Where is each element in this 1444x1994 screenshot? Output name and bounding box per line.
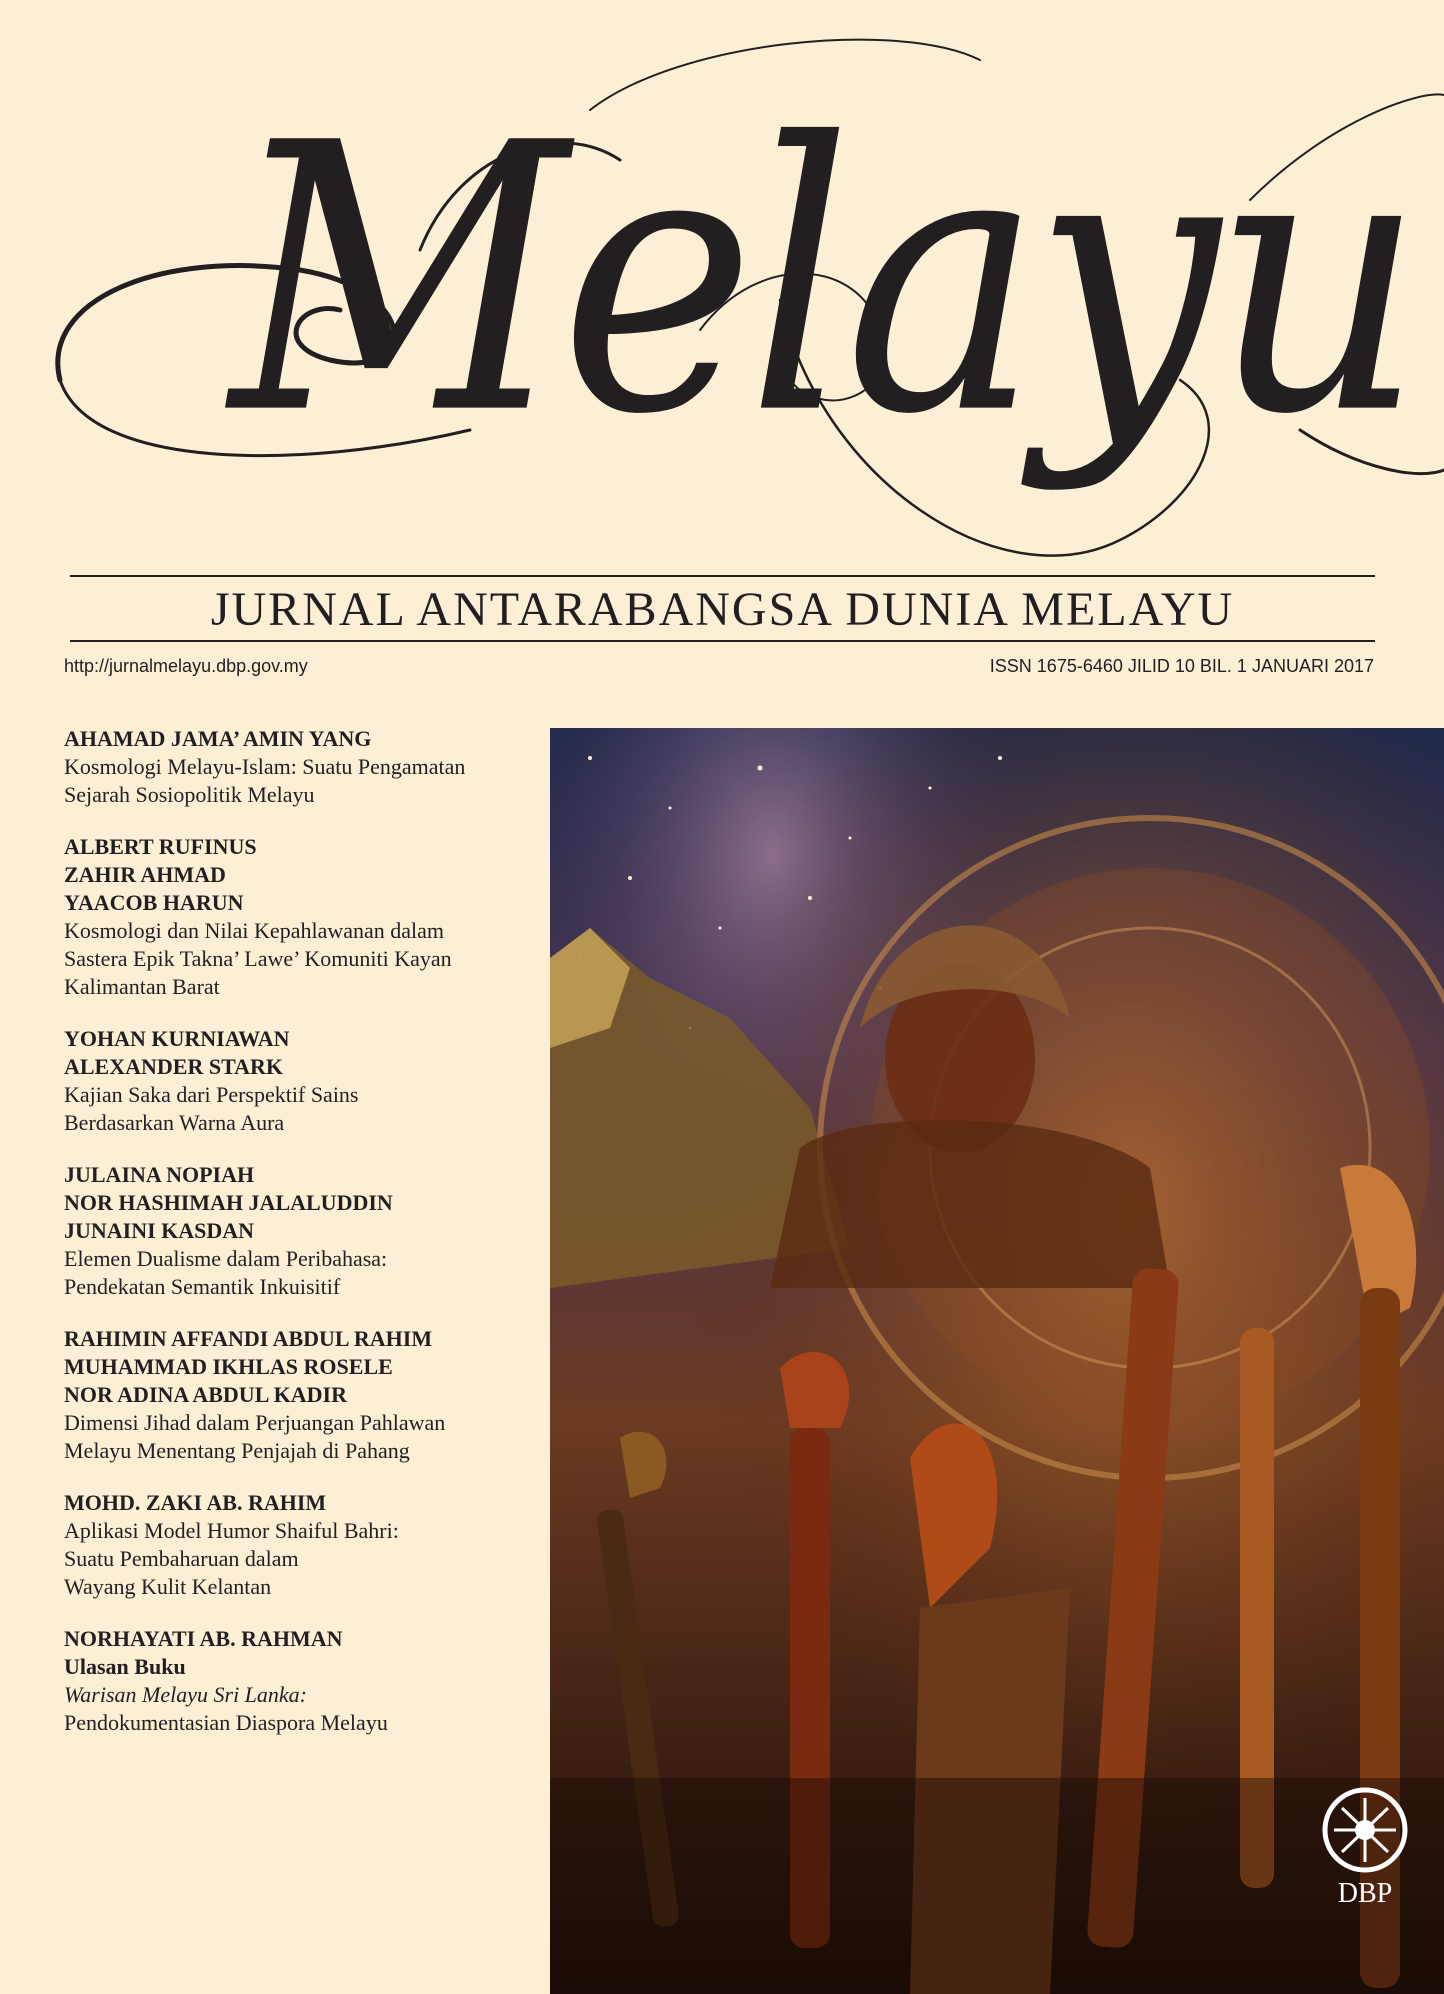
article-title-line: Kalimantan Barat: [64, 974, 220, 999]
author-name: AHAMAD JAMA’ AMIN YANG: [64, 726, 372, 751]
article-title-line: Kosmologi Melayu-Islam: Suatu Pengamatan: [64, 754, 466, 779]
divider-bottom: [70, 640, 1375, 642]
article-title-line: Kajian Saka dari Perspektif Sains: [64, 1082, 359, 1107]
dbp-emblem-icon: [1310, 1780, 1420, 1880]
article-title-line: Pendokumentasian Diaspora Melayu: [64, 1710, 388, 1735]
divider-top: [70, 575, 1375, 577]
article-title-line: Wayang Kulit Kelantan: [64, 1574, 272, 1599]
author-name: MOHD. ZAKI AB. RAHIM: [64, 1490, 327, 1515]
article-title-line: Berdasarkan Warna Aura: [64, 1110, 285, 1135]
author-name: ALEXANDER STARK: [64, 1054, 284, 1079]
toc-entry: [64, 1325, 544, 1465]
table-of-contents: [64, 725, 544, 1761]
author-name: YAACOB HARUN: [64, 890, 244, 915]
journal-url[interactable]: http://jurnalmelayu.dbp.gov.my: [64, 656, 308, 676]
author-name: ZAHIR AHMAD: [64, 862, 226, 887]
toc-entry: [64, 1161, 544, 1301]
article-title-line: Elemen Dualisme dalam Peribahasa:: [64, 1246, 388, 1271]
dbp-label: DBP: [1337, 1878, 1393, 1909]
toc-entry: [64, 1489, 544, 1601]
masthead: [0, 0, 1444, 600]
article-title-line: Melayu Menentang Penjajah di Pahang: [64, 1438, 410, 1463]
author-name: MUHAMMAD IKHLAS ROSELE: [64, 1354, 393, 1379]
author-name: JULAINA NOPIAH: [64, 1162, 255, 1187]
toc-entry: [64, 1025, 544, 1137]
article-title-line: Warisan Melayu Sri Lanka:: [64, 1682, 308, 1707]
article-title-line: Kosmologi dan Nilai Kepahlawanan dalam: [64, 918, 445, 943]
journal-title: Melayu: [230, 64, 1417, 496]
author-name: NORHAYATI AB. RAHMAN: [64, 1626, 343, 1651]
author-name: NOR HASHIMAH JALALUDDIN: [64, 1190, 393, 1215]
toc-entry: [64, 833, 544, 1001]
issue-info: ISSN 1675-6460 JILID 10 BIL. 1 JANUARI 2017: [989, 656, 1374, 676]
article-title-line: Aplikasi Model Humor Shaiful Bahri:: [64, 1518, 399, 1543]
author-name: JUNAINI KASDAN: [64, 1218, 255, 1243]
article-title-line: Pendekatan Semantik Inkuisitif: [64, 1274, 341, 1299]
toc-entry: [64, 725, 544, 809]
author-name: RAHIMIN AFFANDI ABDUL RAHIM: [64, 1326, 433, 1351]
article-title-line: Dimensi Jihad dalam Perjuangan Pahlawan: [64, 1410, 446, 1435]
section-label: Ulasan Buku: [64, 1654, 186, 1679]
author-name: YOHAN KURNIAWAN: [64, 1026, 290, 1051]
dbp-logo: [1310, 1780, 1420, 1920]
article-title-line: Sejarah Sosiopolitik Melayu: [64, 782, 315, 807]
toc-entry: [64, 1625, 544, 1737]
article-title-line: Suatu Pembaharuan dalam: [64, 1546, 299, 1571]
author-name: NOR ADINA ABDUL KADIR: [64, 1382, 347, 1407]
author-name: ALBERT RUFINUS: [64, 834, 257, 859]
article-title-line: Sastera Epik Takna’ Lawe’ Komuniti Kayan: [64, 946, 452, 971]
journal-subtitle: JURNAL ANTARABANGSA DUNIA MELAYU: [210, 583, 1235, 636]
